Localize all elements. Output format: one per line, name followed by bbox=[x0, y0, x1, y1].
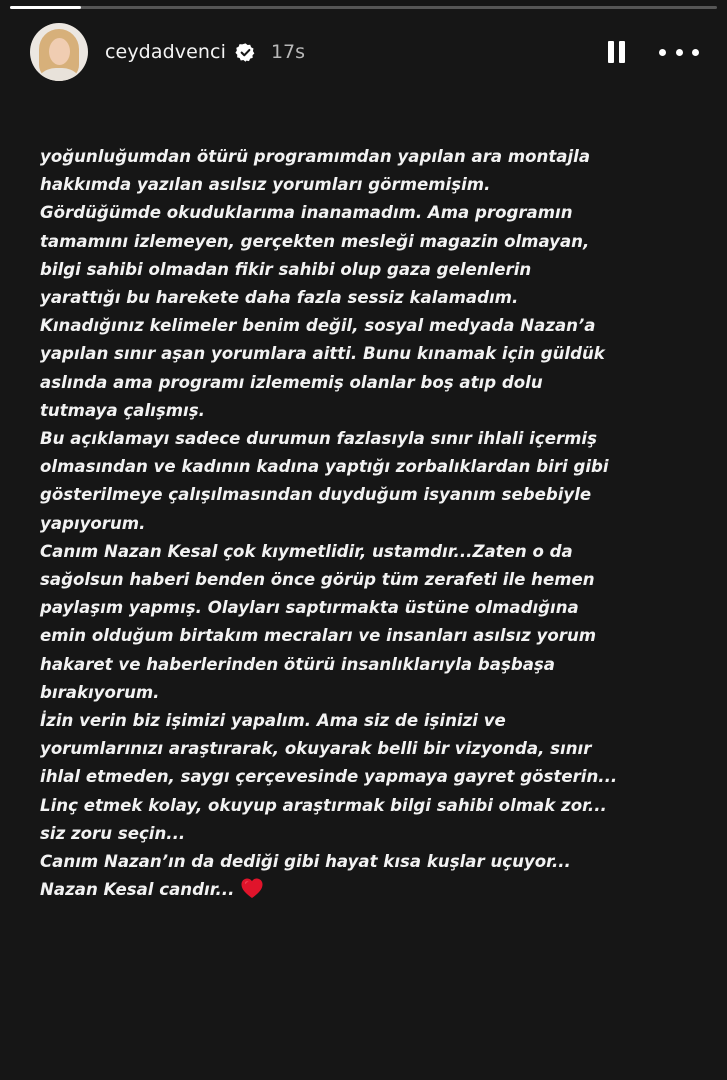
text-line: tutmaya çalışmış. bbox=[40, 400, 205, 420]
text-line: sağolsun haberi benden önce görüp tüm zerafeti ile hemen bbox=[40, 570, 595, 590]
text-line: bırakıyorum. bbox=[40, 682, 160, 702]
text-line: yorumlarınızı araştırarak, okuyarak belli bir vizyonda, sınır bbox=[40, 739, 592, 759]
red-heart-icon bbox=[240, 877, 264, 899]
text-line: Canım Nazan’ın da dediği gibi hayat kısa kuşlar uçuyor... bbox=[40, 852, 571, 872]
text-line: bilgi sahibi olmadan fikir sahibi olup gaza gelenlerin bbox=[40, 259, 532, 279]
text-line-final-text: Nazan Kesal candır... bbox=[40, 880, 235, 900]
text-line: siz zoru seçin... bbox=[40, 823, 186, 843]
text-line: yarattığı bu harekete daha fazla sessiz kalamadım. bbox=[40, 288, 519, 308]
text-line: Gördüğümde okuduklarıma inanamadım. Ama programın bbox=[40, 203, 573, 223]
text-line: hakaret ve haberlerinden ötürü insanlıklarıyla başbaşa bbox=[40, 654, 555, 674]
text-line: aslında ama programı izlememiş olanlar boş atıp dolu bbox=[40, 372, 543, 392]
text-line: olmasından ve kadının kadına yaptığı zorbalıklardan biri gibi bbox=[40, 457, 609, 477]
username[interactable]: ceydadvenci bbox=[105, 41, 226, 63]
more-dot bbox=[659, 49, 666, 56]
more-dot bbox=[692, 49, 699, 56]
text-line: emin olduğum birtakım mecraları ve insanları asılsız yorum bbox=[40, 626, 597, 646]
more-dot bbox=[676, 49, 683, 56]
story-timestamp: 17s bbox=[270, 41, 306, 63]
text-line: tamamını izlemeyen, gerçekten mesleği magazin olmayan, bbox=[40, 231, 590, 251]
avatar-face bbox=[49, 38, 70, 65]
text-line: yapıyorum. bbox=[40, 513, 146, 533]
story-progress-bar bbox=[10, 6, 717, 9]
text-line: Linç etmek kolay, okuyup araştırmak bilgi sahibi olmak zor... bbox=[40, 795, 607, 815]
text-line: Canım Nazan Kesal çok kıymetlidir, ustamdır...Zaten o da bbox=[40, 541, 573, 561]
pause-icon[interactable] bbox=[601, 37, 631, 67]
more-options-icon[interactable] bbox=[659, 37, 699, 67]
text-line-final bbox=[40, 876, 710, 904]
story-header bbox=[30, 22, 699, 82]
story-progress-fill bbox=[10, 6, 81, 9]
text-line: paylaşım yapmış. Olayları saptırmakta üstüne olmadığına bbox=[40, 598, 579, 618]
text-line: Bu açıklamayı sadece durumun fazlasıyla sınır ihlali içermiş bbox=[40, 429, 597, 449]
text-line: Kınadığınız kelimeler benim değil, sosyal medyada Nazan’a bbox=[40, 316, 596, 336]
text-line: İzin verin biz işimizi yapalım. Ama siz de işinizi ve bbox=[40, 711, 506, 731]
text-line: yoğunluğumdan ötürü programımdan yapılan ara montajla bbox=[40, 147, 591, 166]
text-line: gösterilmeye çalışılmasından duyduğum isyanım sebebiyle bbox=[40, 485, 592, 505]
avatar[interactable] bbox=[30, 23, 88, 81]
text-line: yapılan sınır aşan yorumlara aitti. Bunu kınamak için güldük bbox=[40, 344, 605, 364]
verified-badge-icon bbox=[235, 42, 256, 63]
text-line: ihlal etmeden, saygı çerçevesinde yapmaya gayret gösterin... bbox=[40, 767, 618, 787]
story-text bbox=[40, 143, 710, 904]
text-line: hakkımda yazılan asılsız yorumları görmemişim. bbox=[40, 175, 491, 195]
